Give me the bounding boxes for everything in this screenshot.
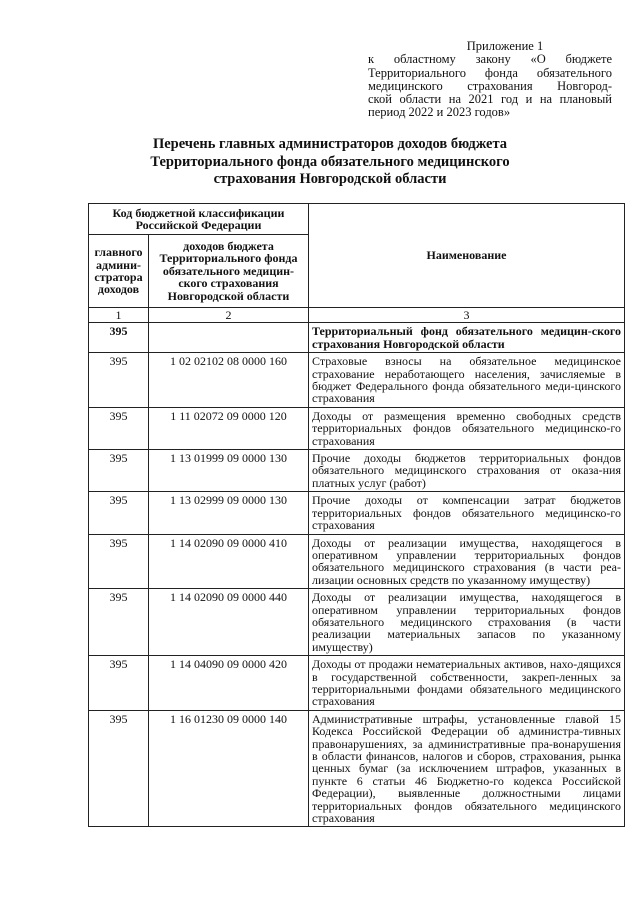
admin-code-cell: 395 [89, 407, 149, 449]
header-admin-code: главного админи-стратора доходов [89, 235, 149, 308]
revenue-code-cell: 1 14 02090 09 0000 440 [149, 589, 309, 656]
revenue-code-cell: 1 16 01230 09 0000 140 [149, 710, 309, 827]
admin-code-cell: 395 [89, 710, 149, 827]
revenue-code-cell: 1 13 01999 09 0000 130 [149, 450, 309, 492]
name-cell: Прочие доходы бюджетов территориальных фондов обязательного медицинского страхования от оказа-ния платных услуг (работ) [309, 450, 625, 492]
table-row [89, 323, 625, 353]
name-cell: Доходы от реализации имущества, находящегося в оперативном управлении территориальных фондов обязательного медицинского страхования (в части реа-лизации основных средств по указанному имуществу) [309, 534, 625, 589]
revenue-code-cell: 1 14 04090 09 0000 420 [149, 656, 309, 711]
table-row [89, 407, 625, 449]
admin-code-cell: 395 [89, 450, 149, 492]
admin-code-cell: 395 [89, 492, 149, 534]
header-revenue-code: доходов бюджета Территориального фонда обязательного медицин-ского страхования Новгородской области [149, 235, 309, 308]
admin-code-cell: 395 [89, 353, 149, 408]
admin-code-cell: 395 [89, 656, 149, 711]
appendix-line: период 2022 и 2023 годов» [368, 105, 511, 120]
name-cell: Страховые взносы на обязательное медицинское страхование неработающего населения, зачисляемые в бюджет Федерального фонда обязательного меди-цинского страхования [309, 353, 625, 408]
document-title [120, 136, 540, 189]
appendix-note [368, 40, 612, 120]
column-number: 2 [149, 308, 309, 323]
table-row [89, 492, 625, 534]
header-name: Наименование [309, 204, 625, 308]
table-row [89, 710, 625, 827]
table-row [89, 353, 625, 408]
appendix-line: ской области на 2021 год и на плановый [368, 92, 612, 107]
admin-code-cell: 395 [89, 534, 149, 589]
title-line: Перечень главных администраторов доходов бюджета [152, 136, 508, 152]
revenue-code-cell: 1 13 02999 09 0000 130 [149, 492, 309, 534]
name-cell: Административные штрафы, установленные главой 15 Кодекса Российской Федерации об администра-тивных правонарушениях, за административные пра-вонарушения в области финансов, налогов и сборов, страхования, рынка ценных бумаг (за исключением штрафов, указанных в пункте 6 статьи 46 Бюджетно-го кодекса Российской Федерации), выявленные должностными лицами территориальных фондов обязательного медицинского страхования [309, 710, 625, 827]
revenue-code-cell [149, 323, 309, 353]
name-cell: Прочие доходы от компенсации затрат бюджетов территориальных фондов обязательного медицинско-го страхования [309, 492, 625, 534]
appendix-line: Территориального фонда обязательного [368, 65, 612, 80]
appendix-line: медицинского страхования Новгород- [368, 78, 612, 93]
administrators-table [88, 203, 625, 827]
name-cell: Доходы от продажи нематериальных активов, нахо-дящихся в государственной собственности, закреп-ленных за территориальными фондами обязательного медицинского страхования [309, 656, 625, 711]
title-line: Территориального фонда обязательного медицинского [150, 153, 510, 170]
revenue-code-cell: 1 11 02072 09 0000 120 [149, 407, 309, 449]
appendix-line: к областному закону «О бюджете [368, 52, 612, 67]
column-number: 3 [309, 308, 625, 323]
table-row [89, 534, 625, 589]
admin-code-cell: 395 [89, 323, 149, 353]
admin-code-cell: 395 [89, 589, 149, 656]
table-row [89, 656, 625, 711]
table-row [89, 450, 625, 492]
header-classification-code: Код бюджетной классификации Российской Федерации [89, 204, 309, 235]
name-cell: Доходы от реализации имущества, находящегося в оперативном управлении территориальных фондов обязательного медицинского страхования (в части реализации материальных запасов по указанному имуществу) [309, 589, 625, 656]
title-line: страхования Новгородской области [213, 171, 447, 187]
appendix-heading: Приложение 1 [466, 39, 544, 53]
table-row [89, 589, 625, 656]
revenue-code-cell: 1 14 02090 09 0000 410 [149, 534, 309, 589]
revenue-code-cell: 1 02 02102 08 0000 160 [149, 353, 309, 408]
name-cell: Доходы от размещения временно свободных средств территориальных фондов обязательного медицинско-го страхования [309, 407, 625, 449]
column-number: 1 [89, 308, 149, 323]
name-cell: Территориальный фонд обязательного медицин-ского страхования Новгородской области [309, 323, 625, 353]
